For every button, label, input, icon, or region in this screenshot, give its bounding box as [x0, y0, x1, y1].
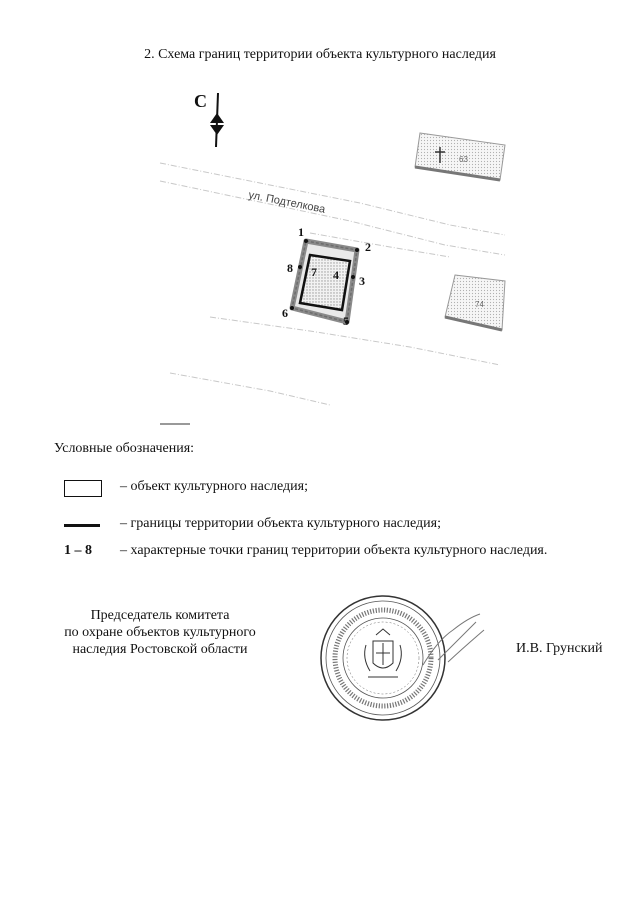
point-label-6: 6	[282, 306, 288, 320]
legend-object-text: – объект культурного наследия;	[120, 479, 308, 494]
point-label-1: 1	[298, 225, 304, 239]
legend-title: Условные обозначения:	[54, 441, 195, 456]
legend-item-boundary	[54, 515, 614, 537]
point-label-2: 2	[365, 240, 371, 254]
legend-points-symbol	[64, 542, 112, 564]
point-6	[290, 306, 294, 310]
point-label-3: 3	[359, 274, 365, 288]
north-arrow-icon	[194, 91, 224, 147]
handwritten-signature	[418, 610, 488, 670]
building-74	[445, 275, 505, 330]
position-line-2: по охране объектов культурного	[64, 625, 256, 640]
position-line-3: наследия Ростовской области	[72, 642, 248, 657]
point-2	[355, 248, 359, 252]
point-label-8: 8	[287, 261, 293, 275]
house-number-63: 63	[459, 155, 468, 164]
legend-object-symbol	[64, 478, 112, 500]
point-label-7: 7	[311, 265, 317, 279]
coat-of-arms-icon	[365, 629, 402, 677]
heritage-object	[300, 255, 350, 310]
legend-boundary-symbol	[64, 515, 112, 537]
points-range-label: 1 – 8	[64, 543, 92, 558]
document-title: 2. Схема границ территории объекта культурного наследия	[144, 47, 496, 62]
north-label: С	[194, 91, 207, 111]
point-1	[304, 239, 308, 243]
point-8	[298, 265, 302, 269]
point-label-4: 4	[333, 268, 339, 282]
legend-points-text: – характерные точки границ территории объекта культурного наследия.	[120, 543, 548, 558]
boundary-scheme-map	[150, 85, 515, 430]
legend-item-points	[54, 542, 614, 564]
point-label-5: 5	[343, 314, 349, 328]
legend-item-object	[54, 478, 614, 500]
street-label: ул. Подтелкова	[247, 189, 327, 216]
boundary-line-swatch	[64, 524, 100, 527]
signatory-position	[40, 607, 280, 658]
object-outline-swatch	[64, 480, 102, 497]
house-number-74: 74	[475, 300, 484, 309]
position-line-1: Председатель комитета	[90, 608, 230, 623]
signer-name: И.В. Грунский	[516, 641, 603, 656]
point-3	[351, 275, 355, 279]
building-63	[415, 133, 505, 180]
legend-boundary-text: – границы территории объекта культурного наследия;	[120, 516, 441, 531]
